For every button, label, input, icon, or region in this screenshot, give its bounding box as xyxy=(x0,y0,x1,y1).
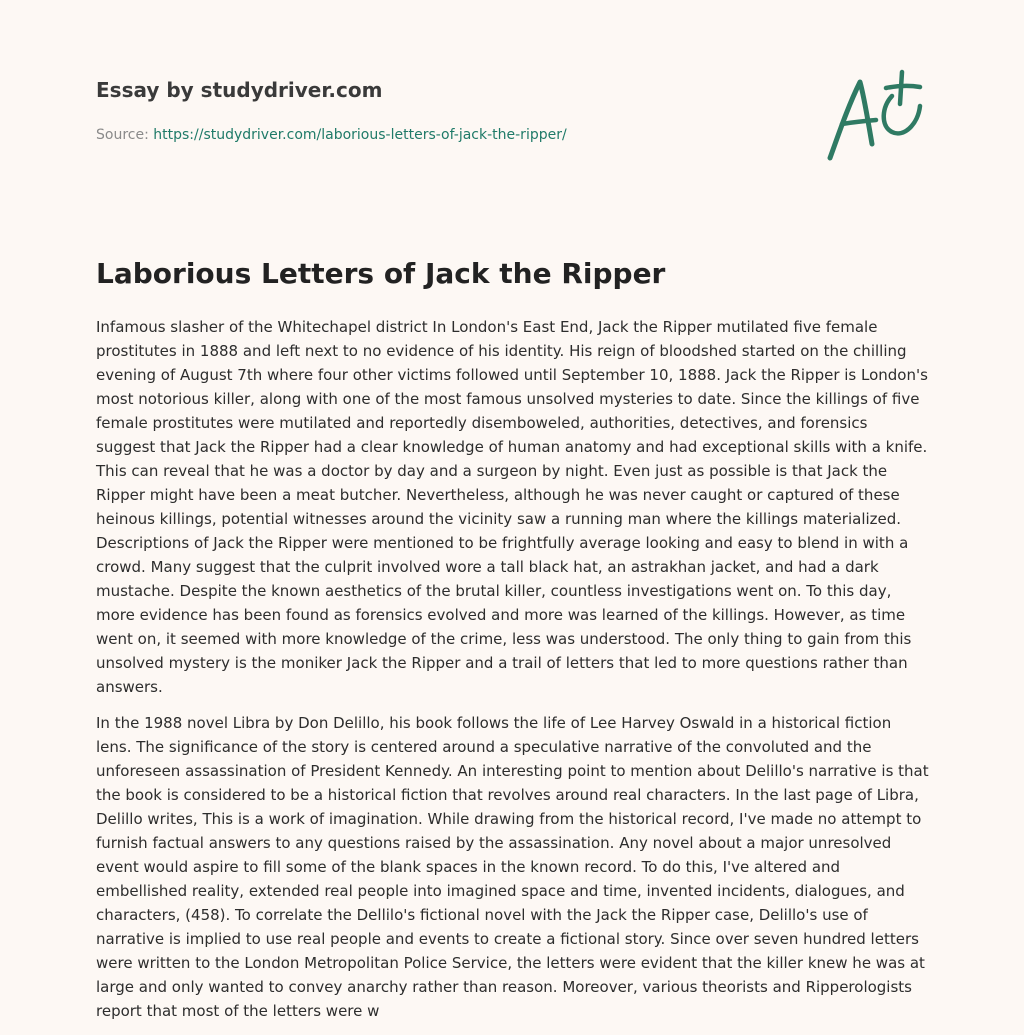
a-plus-logo-icon xyxy=(820,66,930,166)
site-brand: Essay by studydriver.com xyxy=(96,78,383,102)
essay-header xyxy=(96,74,796,145)
source-link[interactable]: https://studydriver.com/laborious-letters-of-jack-the-ripper/ xyxy=(153,127,567,143)
essay-body xyxy=(96,315,931,1035)
source-label: Source: xyxy=(96,127,154,143)
essay-title: Laborious Letters of Jack the Ripper xyxy=(96,257,666,290)
source-line xyxy=(96,125,796,145)
essay-paragraph-1: Infamous slasher of the Whitechapel district In London's East End, Jack the Ripper mutilated five female prostitutes in 1888 and left next to no evidence of his identity. His reign of bloodshed started on the chilling evening of August 7th where four other victims followed until September 10, 1888. Jack the Ripper is London's most notorious killer, along with one of the most famous unsolved mysteries to date. Since the killings of five female prostitutes were mutilated and reportedly disemboweled, authorities, detectives, and forensics suggest that Jack the Ripper had a clear knowledge of human anatomy and had exceptional skills with a knife. This can reveal that he was a doctor by day and a surgeon by night. Even just as possible is that Jack the Ripper might have been a meat butcher. Nevertheless, although he was never caught or captured of these heinous killings, potential witnesses around the vicinity saw a running man where the killings materialized. Descriptions of Jack the Ripper were mentioned to be frightfully average looking and easy to blend in with a crowd. Many suggest that the culprit involved wore a tall black hat, an astrakhan jacket, and had a dark mustache. Despite the known aesthetics of the brutal killer, countless investigations went on. To this day, more evidence has been found as forensics evolved and more was learned of the killings. However, as time went on, it seemed with more knowledge of the crime, less was understood. The only thing to gain from this unsolved mystery is the moniker Jack the Ripper and a trail of letters that led to more questions rather than answers. xyxy=(96,318,928,696)
essay-paragraph-2: In the 1988 novel Libra by Don Delillo, his book follows the life of Lee Harvey Oswald in a historical fiction lens. The significance of the story is centered around a speculative narrative of the convoluted and the unforeseen assassination of President Kennedy. An interesting point to mention about Delillo's narrative is that the book is considered to be a historical fiction that revolves around real characters. In the last page of Libra, Delillo writes, This is a work of imagination. While drawing from the historical record, I've made no attempt to furnish factual answers to any questions raised by the assassination. Any novel about a major unresolved event would aspire to fill some of the blank spaces in the known record. To do this, I've altered and embellished reality, extended real people into imagined space and time, invented incidents, dialogues, and characters, (458). To correlate the Dellilo's fictional novel with the Jack the Ripper case, Delillo's use of narrative is implied to use real people and events to create a fictional story. Since over seven hundred letters were written to the London Metropolitan Police Service, the letters were evident that the killer knew he was at large and only wanted to convey anarchy rather than reason. Moreover, various theorists and Ripperologists report that most of the letters were w xyxy=(96,714,929,1020)
